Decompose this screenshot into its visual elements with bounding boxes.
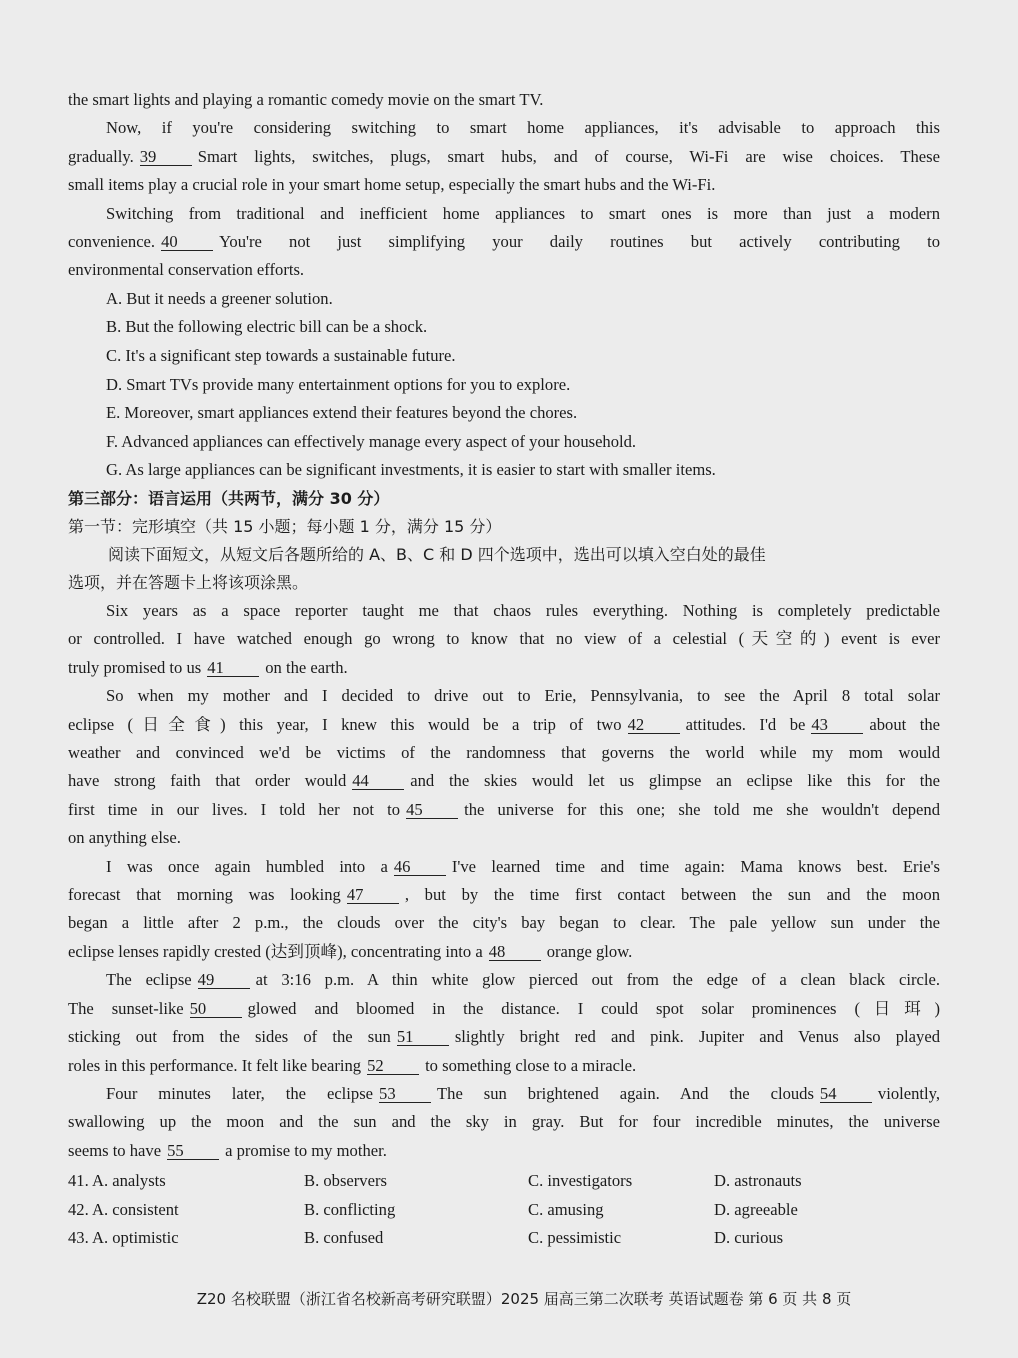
instructions: 阅读下面短文，从短文后各题所给的 A、B、C 和 D 四个选项中，选出可以填入空白处的最佳 (108, 545, 766, 564)
cloze-passage (68, 597, 940, 1165)
cloze-line: eclipse lenses rapidly crested (达到顶峰), concentrating into a 48 orange glow. (68, 941, 633, 961)
page-footer: Z20 名校联盟（浙江省名校新高考研究联盟）2025 届高三第二次联考 英语试题卷 第 6 页 共 8 页 (196, 1290, 852, 1308)
option-e: E. Moreover, smart appliances extend their features beyond the chores. (106, 403, 578, 423)
cloze-line: roles in this performance. It felt like bearing 52 to something close to a miracle. (68, 1055, 637, 1075)
cloze-line: swallowing up the moon and the sun and the sky in gray. But for four incredible minutes, the universe (68, 1112, 940, 1132)
passage-line: environmental conservation efforts. (68, 260, 305, 280)
option-d: D. Smart TVs provide many entertainment options for you to explore. (106, 374, 571, 394)
part-three-title: 第三部分：语言运用（共两节，满分 30 分） (68, 489, 390, 508)
blank-47: 47 (347, 887, 399, 904)
cloze-line: weather and convinced we'd be victims of the randomness that governs the world while my mom would (68, 743, 940, 763)
choice-c: C. pessimistic (528, 1228, 622, 1248)
cloze-line: seems to have 55 a promise to my mother. (68, 1140, 387, 1160)
instructions: 选项，并在答题卡上将该项涂黑。 (68, 573, 309, 592)
question-choices (68, 1167, 940, 1253)
cloze-line: Four minutes later, the eclipse 53 The sun brightened again. And the clouds 54 violently, (106, 1083, 940, 1103)
option-f: F. Advanced appliances can effectively manage every aspect of your household. (106, 431, 637, 451)
option-a: A. But it needs a greener solution. (106, 288, 333, 308)
blank-49: 49 (198, 972, 250, 989)
passage-line: the smart lights and playing a romantic comedy movie on the smart TV. (68, 90, 544, 109)
cloze-line: So when my mother and I decided to drive out to Erie, Pennsylvania, to see the April 8 total solar (106, 686, 940, 706)
choice-d: D. agreeable (714, 1199, 798, 1219)
blank-40: 40 (161, 234, 213, 251)
passage-line: Switching from traditional and inefficient home appliances to smart ones is more than just a modern (106, 203, 940, 223)
option-b: B. But the following electric bill can be a shock. (106, 317, 428, 337)
cloze-line: The eclipse 49 at 3:16 p.m. A thin white glow pierced out from the edge of a clean black circle. (106, 970, 940, 990)
choice-c: C. investigators (528, 1171, 633, 1191)
cloze-line: on anything else. (68, 828, 181, 848)
cloze-line: have strong faith that order would 44 and the skies would let us glimpse an eclipse like this for the (68, 771, 940, 791)
reading-passage-ending (68, 86, 940, 285)
choice-c: C. amusing (528, 1199, 604, 1219)
cloze-line: Six years as a space reporter taught me that chaos rules everything. Nothing is completely predictable (106, 601, 940, 620)
blank-51: 51 (397, 1029, 449, 1046)
question-41 (68, 1167, 940, 1196)
passage-line: small items play a crucial role in your smart home setup, especially the smart hubs and the Wi-Fi. (68, 175, 716, 195)
choice-a: 42. A. consistent (68, 1199, 179, 1219)
blank-45: 45 (406, 802, 458, 819)
blank-43: 43 (811, 717, 863, 734)
blank-41: 41 (207, 660, 259, 677)
option-c: C. It's a significant step towards a sustainable future. (106, 346, 456, 366)
choice-d: D. astronauts (714, 1171, 802, 1191)
blank-39: 39 (140, 149, 192, 166)
choice-b: B. confused (304, 1228, 384, 1248)
blank-46: 46 (394, 859, 446, 876)
cloze-line: truly promised to us 41 on the earth. (68, 657, 348, 677)
passage-line: Now, if you're considering switching to smart home appliances, it's advisable to approach this (106, 118, 940, 138)
cloze-line: I was once again humbled into a 46 I've learned time and time again: Mama knows best. Erie's (106, 856, 940, 876)
blank-48: 48 (489, 944, 541, 961)
seven-choice-options (68, 285, 940, 485)
blank-42: 42 (628, 717, 680, 734)
cloze-line: began a little after 2 p.m., the clouds over the city's bay began to clear. The pale yellow sun under the (68, 913, 940, 933)
cloze-line: forecast that morning was looking 47 , but by the time first contact between the sun and the moon (68, 885, 940, 905)
question-42 (68, 1196, 940, 1225)
blank-53: 53 (379, 1086, 431, 1103)
cloze-line: or controlled. I have watched enough go wrong to know that no view of a celestial (天空的) event is ever (68, 629, 940, 649)
choice-a: 43. A. optimistic (68, 1228, 179, 1248)
cloze-line: sticking out from the sides of the sun 51 slightly bright red and pink. Jupiter and Venus also played (68, 1027, 940, 1047)
blank-44: 44 (352, 773, 404, 790)
choice-b: B. observers (304, 1171, 387, 1191)
choice-a: 41. A. analysts (68, 1171, 166, 1191)
blank-55: 55 (167, 1143, 219, 1160)
blank-50: 50 (190, 1001, 242, 1018)
passage-line: convenience. 40 You're not just simplifying your daily routines but actively contributing to (68, 232, 940, 252)
choice-d: D. curious (714, 1228, 784, 1248)
passage-line: gradually. 39 Smart lights, switches, plugs, smart hubs, and of course, Wi-Fi are wise choices. These (68, 146, 940, 166)
section-one-title: 第一节：完形填空（共 15 小题；每小题 1 分，满分 15 分） (68, 517, 502, 536)
cloze-line: first time in our lives. I told her not to 45 the universe for this one; she told me she wouldn't depend (68, 799, 940, 819)
option-g: G. As large appliances can be significant investments, it is easier to start with smaller items. (106, 460, 716, 480)
choice-b: B. conflicting (304, 1199, 396, 1219)
blank-54: 54 (820, 1086, 872, 1103)
cloze-line: The sunset-like 50 glowed and bloomed in the distance. I could spot solar prominences (日珥) (68, 998, 940, 1018)
question-43 (68, 1224, 940, 1253)
blank-52: 52 (367, 1058, 419, 1075)
cloze-line: eclipse (日全食) this year, I knew this would be a trip of two 42 attitudes. I'd be 43 about the (68, 714, 940, 734)
